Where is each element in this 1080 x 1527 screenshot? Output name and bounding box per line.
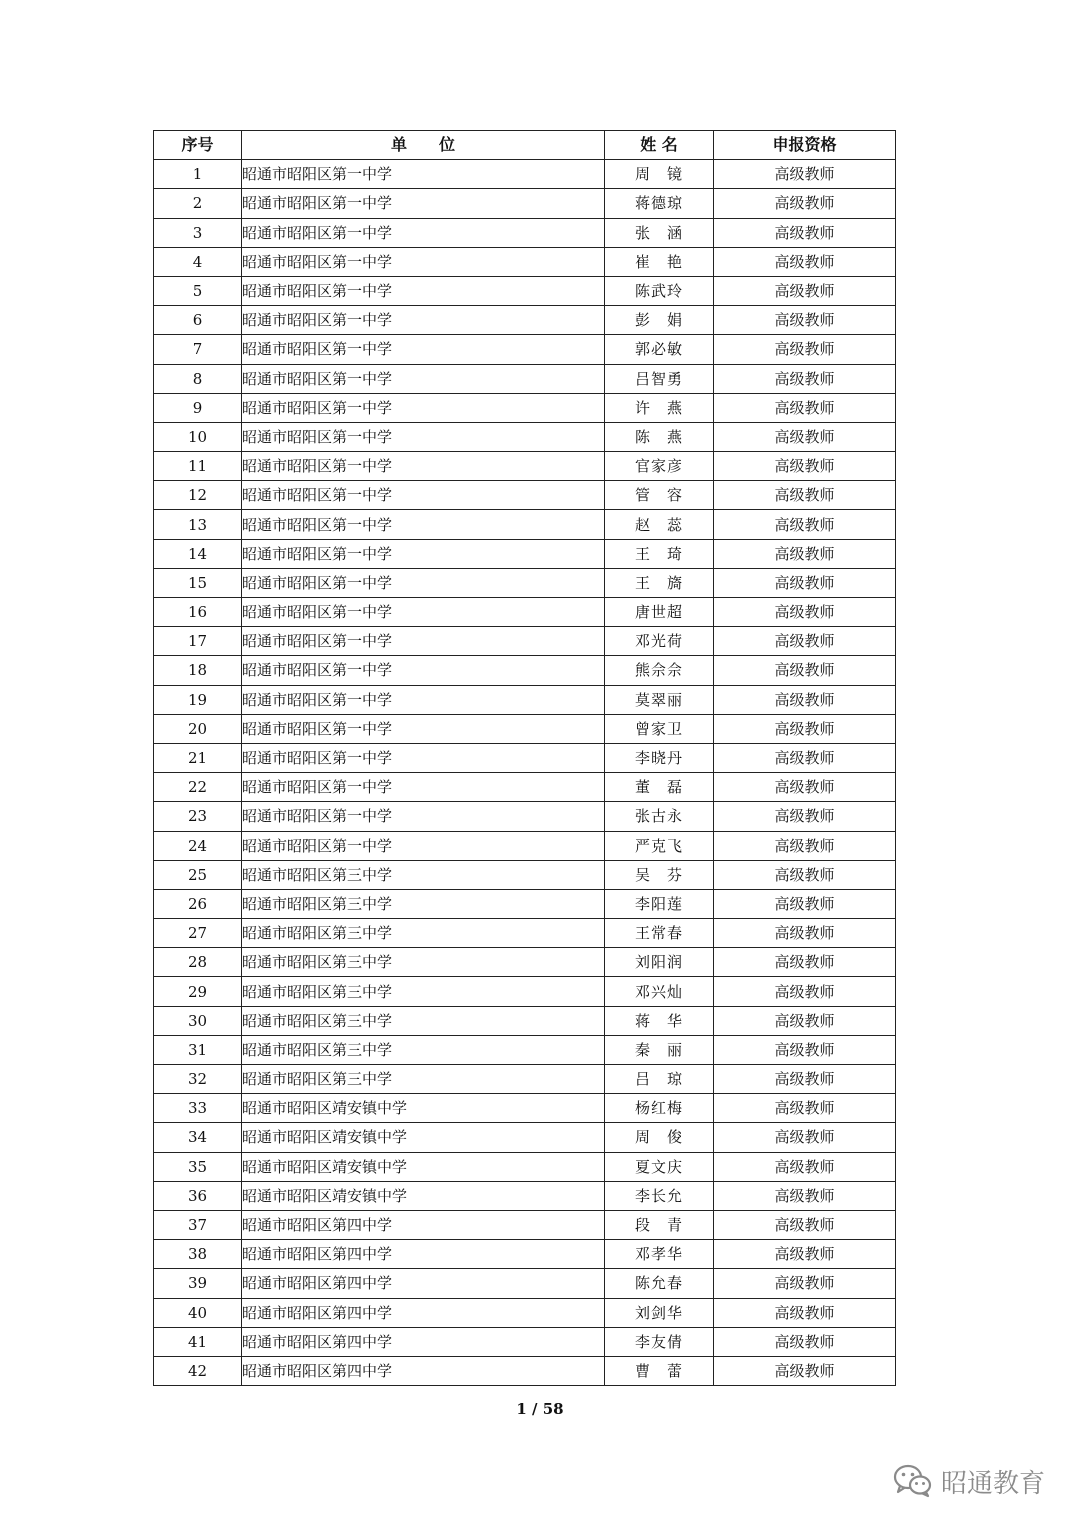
cell-unit: 昭通市昭阳区第一中学 bbox=[242, 276, 605, 305]
cell-qualification: 高级教师 bbox=[714, 335, 896, 364]
page-number: 1 / 58 bbox=[516, 1400, 564, 1418]
cell-unit: 昭通市昭阳区第四中学 bbox=[242, 1210, 605, 1239]
cell-unit: 昭通市昭阳区靖安镇中学 bbox=[242, 1181, 605, 1210]
table-row bbox=[154, 364, 896, 393]
table-row bbox=[154, 598, 896, 627]
table-row bbox=[154, 1094, 896, 1123]
cell-index: 20 bbox=[154, 714, 242, 743]
cell-index: 37 bbox=[154, 1210, 242, 1239]
cell-unit: 昭通市昭阳区第四中学 bbox=[242, 1298, 605, 1327]
cell-qualification: 高级教师 bbox=[714, 656, 896, 685]
header-name: 姓 名 bbox=[605, 131, 714, 160]
header-index: 序号 bbox=[154, 131, 242, 160]
cell-index: 42 bbox=[154, 1356, 242, 1385]
cell-unit: 昭通市昭阳区第一中学 bbox=[242, 306, 605, 335]
cell-unit: 昭通市昭阳区第一中学 bbox=[242, 714, 605, 743]
cell-unit: 昭通市昭阳区第四中学 bbox=[242, 1327, 605, 1356]
cell-index: 33 bbox=[154, 1094, 242, 1123]
cell-unit: 昭通市昭阳区第一中学 bbox=[242, 247, 605, 276]
cell-unit: 昭通市昭阳区第一中学 bbox=[242, 510, 605, 539]
header-unit: 单 位 bbox=[242, 131, 605, 160]
cell-unit: 昭通市昭阳区第三中学 bbox=[242, 948, 605, 977]
watermark bbox=[893, 1461, 1045, 1501]
cell-index: 26 bbox=[154, 889, 242, 918]
cell-unit: 昭通市昭阳区第一中学 bbox=[242, 364, 605, 393]
cell-unit: 昭通市昭阳区第三中学 bbox=[242, 1035, 605, 1064]
cell-qualification: 高级教师 bbox=[714, 1006, 896, 1035]
cell-index: 31 bbox=[154, 1035, 242, 1064]
table-row bbox=[154, 889, 896, 918]
cell-qualification: 高级教师 bbox=[714, 247, 896, 276]
cell-name: 严克飞 bbox=[605, 831, 714, 860]
cell-name: 曾家卫 bbox=[605, 714, 714, 743]
cell-name: 熊佘佘 bbox=[605, 656, 714, 685]
cell-qualification: 高级教师 bbox=[714, 481, 896, 510]
cell-qualification: 高级教师 bbox=[714, 1298, 896, 1327]
table-row bbox=[154, 393, 896, 422]
cell-unit: 昭通市昭阳区靖安镇中学 bbox=[242, 1152, 605, 1181]
cell-index: 29 bbox=[154, 977, 242, 1006]
cell-qualification: 高级教师 bbox=[714, 218, 896, 247]
cell-qualification: 高级教师 bbox=[714, 598, 896, 627]
table-row bbox=[154, 977, 896, 1006]
cell-qualification: 高级教师 bbox=[714, 948, 896, 977]
cell-unit: 昭通市昭阳区第一中学 bbox=[242, 481, 605, 510]
cell-qualification: 高级教师 bbox=[714, 831, 896, 860]
cell-qualification: 高级教师 bbox=[714, 1356, 896, 1385]
watermark-text: 昭通教育 bbox=[941, 1468, 1046, 1499]
table-row bbox=[154, 568, 896, 597]
cell-unit: 昭通市昭阳区第一中学 bbox=[242, 160, 605, 189]
cell-qualification: 高级教师 bbox=[714, 627, 896, 656]
table-row bbox=[154, 714, 896, 743]
cell-unit: 昭通市昭阳区第一中学 bbox=[242, 452, 605, 481]
cell-index: 4 bbox=[154, 247, 242, 276]
cell-index: 10 bbox=[154, 422, 242, 451]
table-row bbox=[154, 218, 896, 247]
cell-name: 官家彦 bbox=[605, 452, 714, 481]
cell-index: 11 bbox=[154, 452, 242, 481]
cell-name: 秦 丽 bbox=[605, 1035, 714, 1064]
table-row bbox=[154, 1035, 896, 1064]
cell-name: 吕 琼 bbox=[605, 1065, 714, 1094]
cell-index: 40 bbox=[154, 1298, 242, 1327]
cell-name: 陈武玲 bbox=[605, 276, 714, 305]
cell-qualification: 高级教师 bbox=[714, 714, 896, 743]
cell-unit: 昭通市昭阳区第三中学 bbox=[242, 1065, 605, 1094]
cell-qualification: 高级教师 bbox=[714, 1123, 896, 1152]
cell-qualification: 高级教师 bbox=[714, 773, 896, 802]
cell-qualification: 高级教师 bbox=[714, 1240, 896, 1269]
table-row bbox=[154, 335, 896, 364]
cell-index: 15 bbox=[154, 568, 242, 597]
table-row bbox=[154, 627, 896, 656]
cell-qualification: 高级教师 bbox=[714, 276, 896, 305]
table-row bbox=[154, 189, 896, 218]
table-header-row bbox=[154, 131, 896, 160]
cell-index: 32 bbox=[154, 1065, 242, 1094]
table-row bbox=[154, 802, 896, 831]
cell-unit: 昭通市昭阳区第一中学 bbox=[242, 539, 605, 568]
cell-qualification: 高级教师 bbox=[714, 1210, 896, 1239]
cell-index: 16 bbox=[154, 598, 242, 627]
table-row bbox=[154, 656, 896, 685]
cell-index: 1 bbox=[154, 160, 242, 189]
cell-name: 管 容 bbox=[605, 481, 714, 510]
cell-name: 曹 蕾 bbox=[605, 1356, 714, 1385]
table-row bbox=[154, 306, 896, 335]
cell-qualification: 高级教师 bbox=[714, 1152, 896, 1181]
cell-name: 蒋德琼 bbox=[605, 189, 714, 218]
cell-unit: 昭通市昭阳区靖安镇中学 bbox=[242, 1094, 605, 1123]
cell-index: 41 bbox=[154, 1327, 242, 1356]
cell-unit: 昭通市昭阳区第三中学 bbox=[242, 919, 605, 948]
table-row bbox=[154, 1327, 896, 1356]
cell-index: 23 bbox=[154, 802, 242, 831]
table-row bbox=[154, 1356, 896, 1385]
cell-index: 22 bbox=[154, 773, 242, 802]
cell-name: 莫翠丽 bbox=[605, 685, 714, 714]
cell-index: 21 bbox=[154, 743, 242, 772]
cell-index: 19 bbox=[154, 685, 242, 714]
cell-unit: 昭通市昭阳区第一中学 bbox=[242, 656, 605, 685]
cell-qualification: 高级教师 bbox=[714, 1181, 896, 1210]
cell-unit: 昭通市昭阳区第一中学 bbox=[242, 218, 605, 247]
cell-qualification: 高级教师 bbox=[714, 510, 896, 539]
cell-index: 6 bbox=[154, 306, 242, 335]
cell-qualification: 高级教师 bbox=[714, 452, 896, 481]
cell-index: 5 bbox=[154, 276, 242, 305]
cell-name: 陈 燕 bbox=[605, 422, 714, 451]
table-body bbox=[154, 160, 896, 1386]
cell-index: 36 bbox=[154, 1181, 242, 1210]
cell-index: 39 bbox=[154, 1269, 242, 1298]
cell-name: 周 镜 bbox=[605, 160, 714, 189]
cell-index: 3 bbox=[154, 218, 242, 247]
cell-unit: 昭通市昭阳区第一中学 bbox=[242, 393, 605, 422]
cell-index: 2 bbox=[154, 189, 242, 218]
cell-name: 崔 艳 bbox=[605, 247, 714, 276]
cell-qualification: 高级教师 bbox=[714, 306, 896, 335]
wechat-icon bbox=[893, 1464, 933, 1498]
table-row bbox=[154, 422, 896, 451]
table-row bbox=[154, 452, 896, 481]
table-row bbox=[154, 247, 896, 276]
cell-unit: 昭通市昭阳区第一中学 bbox=[242, 743, 605, 772]
table-row bbox=[154, 685, 896, 714]
cell-qualification: 高级教师 bbox=[714, 802, 896, 831]
table-row bbox=[154, 160, 896, 189]
cell-name: 董 磊 bbox=[605, 773, 714, 802]
cell-qualification: 高级教师 bbox=[714, 860, 896, 889]
cell-unit: 昭通市昭阳区第三中学 bbox=[242, 860, 605, 889]
cell-name: 唐世超 bbox=[605, 598, 714, 627]
cell-unit: 昭通市昭阳区第一中学 bbox=[242, 335, 605, 364]
cell-index: 28 bbox=[154, 948, 242, 977]
cell-name: 张古永 bbox=[605, 802, 714, 831]
cell-unit: 昭通市昭阳区靖安镇中学 bbox=[242, 1123, 605, 1152]
cell-name: 夏文庆 bbox=[605, 1152, 714, 1181]
cell-name: 邓兴灿 bbox=[605, 977, 714, 1006]
cell-index: 38 bbox=[154, 1240, 242, 1269]
cell-name: 吕智勇 bbox=[605, 364, 714, 393]
cell-index: 12 bbox=[154, 481, 242, 510]
cell-unit: 昭通市昭阳区第四中学 bbox=[242, 1269, 605, 1298]
table-row bbox=[154, 1181, 896, 1210]
cell-unit: 昭通市昭阳区第三中学 bbox=[242, 977, 605, 1006]
roster-table bbox=[153, 130, 896, 1386]
cell-index: 27 bbox=[154, 919, 242, 948]
cell-qualification: 高级教师 bbox=[714, 919, 896, 948]
cell-name: 段 青 bbox=[605, 1210, 714, 1239]
cell-unit: 昭通市昭阳区第一中学 bbox=[242, 627, 605, 656]
cell-name: 王 琦 bbox=[605, 539, 714, 568]
cell-index: 30 bbox=[154, 1006, 242, 1035]
cell-qualification: 高级教师 bbox=[714, 539, 896, 568]
cell-qualification: 高级教师 bbox=[714, 1094, 896, 1123]
cell-name: 李长允 bbox=[605, 1181, 714, 1210]
cell-name: 邓孝华 bbox=[605, 1240, 714, 1269]
cell-name: 吴 芬 bbox=[605, 860, 714, 889]
cell-unit: 昭通市昭阳区第一中学 bbox=[242, 802, 605, 831]
table-row bbox=[154, 1152, 896, 1181]
table-row bbox=[154, 276, 896, 305]
table-row bbox=[154, 1065, 896, 1094]
table-row bbox=[154, 831, 896, 860]
cell-name: 周 俊 bbox=[605, 1123, 714, 1152]
cell-qualification: 高级教师 bbox=[714, 1065, 896, 1094]
cell-qualification: 高级教师 bbox=[714, 685, 896, 714]
cell-name: 张 涵 bbox=[605, 218, 714, 247]
cell-index: 34 bbox=[154, 1123, 242, 1152]
table-row bbox=[154, 919, 896, 948]
cell-qualification: 高级教师 bbox=[714, 743, 896, 772]
cell-name: 邓光荷 bbox=[605, 627, 714, 656]
cell-unit: 昭通市昭阳区第一中学 bbox=[242, 831, 605, 860]
cell-qualification: 高级教师 bbox=[714, 889, 896, 918]
cell-name: 蒋 华 bbox=[605, 1006, 714, 1035]
table-row bbox=[154, 1269, 896, 1298]
cell-qualification: 高级教师 bbox=[714, 1327, 896, 1356]
cell-qualification: 高级教师 bbox=[714, 568, 896, 597]
table-row bbox=[154, 1006, 896, 1035]
table-row bbox=[154, 1123, 896, 1152]
cell-qualification: 高级教师 bbox=[714, 977, 896, 1006]
cell-unit: 昭通市昭阳区第一中学 bbox=[242, 189, 605, 218]
cell-name: 刘阳润 bbox=[605, 948, 714, 977]
cell-index: 18 bbox=[154, 656, 242, 685]
cell-name: 王常春 bbox=[605, 919, 714, 948]
cell-name: 刘剑华 bbox=[605, 1298, 714, 1327]
cell-unit: 昭通市昭阳区第一中学 bbox=[242, 422, 605, 451]
cell-index: 9 bbox=[154, 393, 242, 422]
cell-index: 13 bbox=[154, 510, 242, 539]
cell-index: 24 bbox=[154, 831, 242, 860]
cell-unit: 昭通市昭阳区第一中学 bbox=[242, 568, 605, 597]
table-row bbox=[154, 860, 896, 889]
cell-index: 8 bbox=[154, 364, 242, 393]
cell-unit: 昭通市昭阳区第四中学 bbox=[242, 1240, 605, 1269]
cell-qualification: 高级教师 bbox=[714, 160, 896, 189]
cell-index: 35 bbox=[154, 1152, 242, 1181]
cell-name: 李晓丹 bbox=[605, 743, 714, 772]
cell-name: 李阳莲 bbox=[605, 889, 714, 918]
cell-name: 赵 蕊 bbox=[605, 510, 714, 539]
cell-qualification: 高级教师 bbox=[714, 1269, 896, 1298]
cell-name: 陈允春 bbox=[605, 1269, 714, 1298]
table-row bbox=[154, 539, 896, 568]
cell-qualification: 高级教师 bbox=[714, 422, 896, 451]
cell-unit: 昭通市昭阳区第一中学 bbox=[242, 598, 605, 627]
cell-unit: 昭通市昭阳区第三中学 bbox=[242, 889, 605, 918]
table-row bbox=[154, 1298, 896, 1327]
cell-qualification: 高级教师 bbox=[714, 1035, 896, 1064]
cell-unit: 昭通市昭阳区第三中学 bbox=[242, 1006, 605, 1035]
cell-index: 17 bbox=[154, 627, 242, 656]
table-row bbox=[154, 481, 896, 510]
cell-name: 杨红梅 bbox=[605, 1094, 714, 1123]
cell-qualification: 高级教师 bbox=[714, 364, 896, 393]
cell-qualification: 高级教师 bbox=[714, 393, 896, 422]
table-row bbox=[154, 773, 896, 802]
cell-name: 许 燕 bbox=[605, 393, 714, 422]
table-row bbox=[154, 743, 896, 772]
header-qualification: 申报资格 bbox=[714, 131, 896, 160]
cell-name: 王 旖 bbox=[605, 568, 714, 597]
cell-unit: 昭通市昭阳区第一中学 bbox=[242, 773, 605, 802]
cell-index: 25 bbox=[154, 860, 242, 889]
table-row bbox=[154, 1210, 896, 1239]
table-row bbox=[154, 948, 896, 977]
cell-name: 彭 娟 bbox=[605, 306, 714, 335]
cell-qualification: 高级教师 bbox=[714, 189, 896, 218]
cell-name: 李友倩 bbox=[605, 1327, 714, 1356]
cell-unit: 昭通市昭阳区第一中学 bbox=[242, 685, 605, 714]
cell-index: 7 bbox=[154, 335, 242, 364]
cell-index: 14 bbox=[154, 539, 242, 568]
cell-name: 郭必敏 bbox=[605, 335, 714, 364]
cell-unit: 昭通市昭阳区第四中学 bbox=[242, 1356, 605, 1385]
table-row bbox=[154, 510, 896, 539]
table-row bbox=[154, 1240, 896, 1269]
